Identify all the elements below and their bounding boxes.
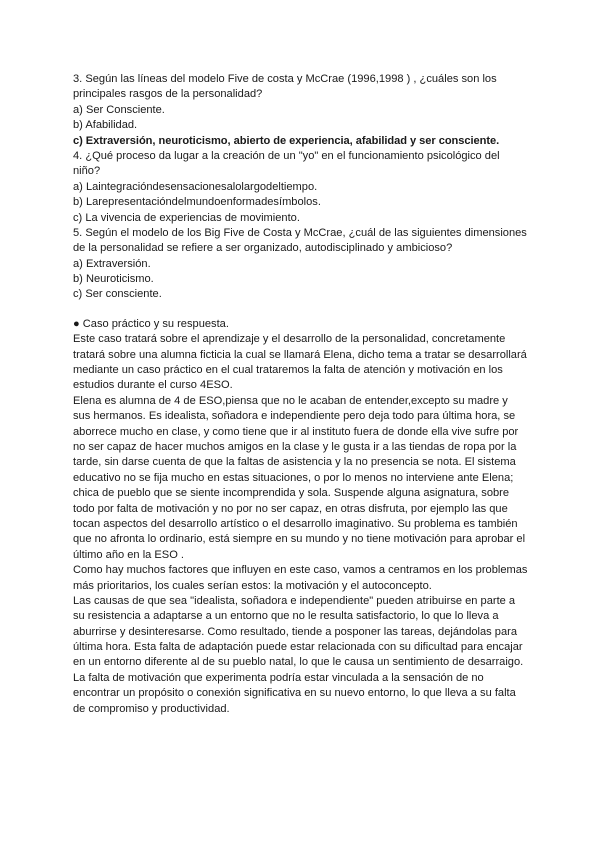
answer-option-b: b) Afabilidad.	[73, 119, 138, 132]
paragraph-line: más prioritarios, los cuales serían estos: la motivación y el autoconcepto.	[73, 579, 432, 592]
answer-option-a: a) Extraversión.	[73, 257, 151, 270]
answer-option-c: c) La vivencia de experiencias de movimiento.	[73, 211, 300, 224]
paragraph-line: tratará sobre una alumna ficticia la cual se llamará Elena, dicho tema a tratar se desarrollará	[73, 348, 527, 361]
case-paragraph-factors	[73, 563, 533, 594]
answer-option-c-correct: c) Extraversión, neuroticismo, abierto de experiencia, afabilidad y ser consciente.	[73, 134, 500, 147]
question-5	[73, 226, 533, 303]
paragraph-line: aburrirse y desinteresarse. Como resultado, tiende a posponer las tareas, dejándolas para	[73, 625, 518, 638]
paragraph-line: que no afronta lo ordinario, está siempre en su mundo y no tiene motivación para aprobar el	[73, 533, 526, 546]
question-text-line: 4. ¿Qué proceso da lugar a la creación de un "yo" en el funcionamiento psicológico del	[73, 149, 500, 162]
question-text-line: 5. Según el modelo de los Big Five de Costa y McCrae, ¿cuál de las siguientes dimensiones	[73, 226, 527, 239]
paragraph-line: Las causas de que sea "idealista, soñadora e independiente" pueden atribuirse en parte a	[73, 594, 516, 607]
paragraph-line: mediante un caso práctico en el cual trataremos la falta de atención y motivación en los	[73, 364, 503, 377]
paragraph-line: aborrece mucho en clase, y como tiene que ir al instituto fuera de donde ella vive sufre por	[73, 425, 519, 438]
section-spacer	[73, 303, 533, 317]
question-text-line: de la personalidad se refiere a ser organizado, autodisciplinado y ambicioso?	[73, 242, 453, 255]
question-4	[73, 149, 533, 226]
paragraph-line: último año en la ESO .	[73, 548, 184, 561]
paragraph-line: tarde, sin darse cuenta de que la faltas de asistencia y la no presencia se nota. El sistema	[73, 456, 516, 469]
paragraph-line: tocan aspectos del desarrollo artístico o el desarrollo imaginativo. Su problema es también	[73, 517, 518, 530]
case-paragraph-causes	[73, 594, 533, 671]
paragraph-line: su resistencia a adaptarse a un entorno que no le resulta satisfactorio, lo que lo lleva a	[73, 610, 499, 623]
paragraph-line: estudios durante el curso 4ESO.	[73, 379, 233, 392]
paragraph-line: última hora. Esta falta de adaptación puede estar relacionada con su dificultad para encajar	[73, 641, 523, 654]
case-heading: ● Caso práctico y su respuesta.	[73, 317, 229, 330]
paragraph-line: no ser capaz de hacer muchos amigos en la clase y le gusta ir a las tiendas de ropa por la	[73, 440, 517, 453]
answer-option-b: b) Larepresentacióndelmundoenformadesímbolos.	[73, 196, 321, 209]
answer-option-b: b) Neuroticismo.	[73, 273, 154, 286]
paragraph-line: todo por falta de motivación y no por no ser capaz, en otras disfruta, por ejemplo las que	[73, 502, 508, 515]
paragraph-line: Como hay muchos factores que influyen en este caso, vamos a centramos en los problemas	[73, 564, 528, 577]
document-body	[73, 72, 533, 717]
question-text-line: principales rasgos de la personalidad?	[73, 88, 263, 101]
case-paragraph-intro	[73, 332, 533, 394]
paragraph-line: encontrar un propósito o conexión significativa en su nuevo entorno, lo que lleva a su falta	[73, 687, 516, 700]
case-paragraph-motivation	[73, 671, 533, 717]
paragraph-line: La falta de motivación que experimenta podría estar vinculada a la sensación de no	[73, 671, 484, 684]
paragraph-line: sus hermanos. Es idealista, soñadora e independiente pero deja todo para última hora, se	[73, 410, 516, 423]
paragraph-line: Este caso tratará sobre el aprendizaje y el desarrollo de la personalidad, concretamente	[73, 333, 506, 346]
answer-option-a: a) Laintegracióndesensacionesalolargodeltiempo.	[73, 180, 318, 193]
question-3	[73, 72, 533, 149]
question-text-line: niño?	[73, 165, 101, 178]
paragraph-line: educativo no se fija mucho en estas situaciones, o por lo menos no interviene ante Elena;	[73, 471, 514, 484]
paragraph-line: en un entorno diferente al de su pueblo natal, lo que le causa un sentimiento de desarraigo.	[73, 656, 524, 669]
case-paragraph-elena	[73, 394, 533, 563]
question-text-line: 3. Según las líneas del modelo Five de costa y McCrae (1996,1998 ) , ¿cuáles son los	[73, 73, 497, 85]
answer-option-c: c) Ser consciente.	[73, 288, 162, 301]
answer-option-a: a) Ser Consciente.	[73, 103, 165, 116]
paragraph-line: chica de pueblo que se siente incomprendida y sola. Suspende alguna asignatura, sobre	[73, 487, 510, 500]
paragraph-line: Elena es alumna de 4 de ESO,piensa que no le acaban de entender,excepto su madre y	[73, 394, 508, 407]
paragraph-line: de compromiso y productividad.	[73, 702, 230, 715]
